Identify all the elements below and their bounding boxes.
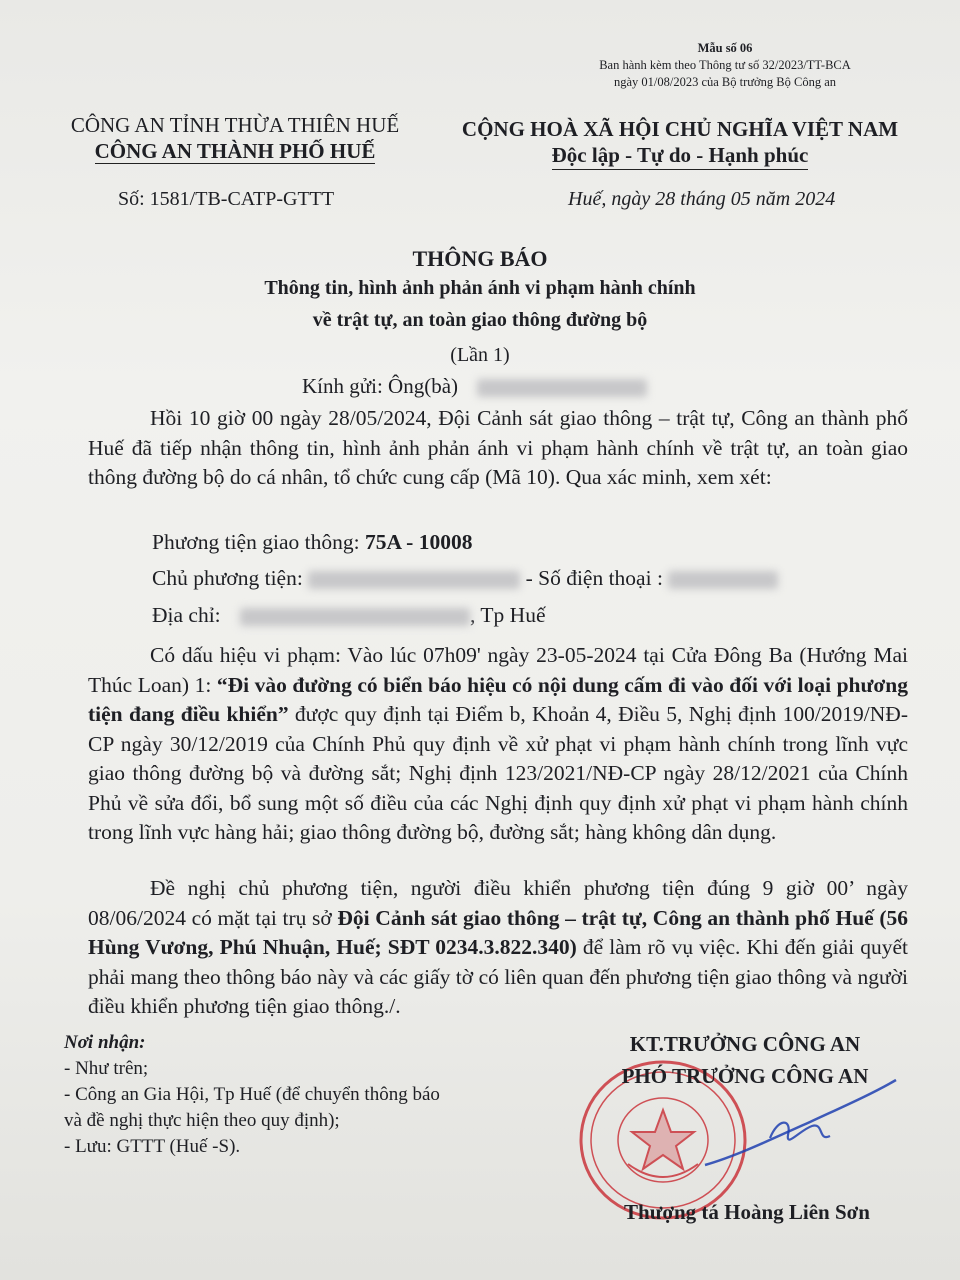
- signatory-name: Thượng tá Hoàng Liên Sơn: [624, 1200, 870, 1224]
- signatory-title-1: KT.TRƯỞNG CÔNG AN: [629, 1032, 861, 1056]
- notice-round: (Lần 1): [450, 344, 510, 366]
- form-ref-line2: ngày 01/08/2023 của Bộ trưởng Bộ Công an: [613, 75, 837, 89]
- address-label: Địa chỉ:: [152, 603, 227, 627]
- recipients-item: - Công an Gia Hội, Tp Huế (để chuyển thông báo: [64, 1084, 440, 1105]
- recipients-heading: Nơi nhận:: [64, 1032, 146, 1053]
- owner-label: Chủ phương tiện:: [152, 566, 309, 590]
- issuer-city: CÔNG AN THÀNH PHỐ HUẾ: [94, 139, 376, 163]
- vehicle-label: Phương tiện giao thông:: [152, 530, 365, 554]
- vehicle-line: [152, 530, 472, 555]
- violation-intro: Có dấu hiệu vi phạm: Vào lúc 07h09' ngày 23-05-2024 tại Cửa Đông Ba (Hướng Mai Thúc Loan) 1:: [88, 643, 908, 697]
- redacted-address: [240, 608, 470, 626]
- redacted-phone: [668, 571, 778, 589]
- redacted-name: [477, 379, 647, 397]
- recipient-line: [302, 374, 647, 399]
- phone-label: - Số điện thoại :: [525, 566, 669, 590]
- form-ref-line1: Ban hành kèm theo Thông tư số 32/2023/TT-BCA: [599, 58, 851, 72]
- document-title: THÔNG BÁO: [412, 246, 548, 271]
- address-city: , Tp Huế: [470, 603, 546, 627]
- recipients-item: - Như trên;: [64, 1058, 149, 1079]
- violation-description: “Đi vào đường có biển báo hiệu có nội dung cấm đi vào đối với loại phương tiện đang điều khiển”: [88, 672, 908, 726]
- violation-paragraph: [88, 641, 908, 848]
- document-number: Số: 1581/TB-CATP-GTTT: [118, 188, 335, 210]
- request-intro: Đề nghị chủ phương tiện, người điều khiển phương tiện đúng 9 giờ 00’ ngày 08/06/2024 có mặt tại trụ sở: [88, 876, 908, 930]
- nation-motto: Độc lập - Tự do - Hạnh phúc: [440, 142, 920, 170]
- recipients-item: - Lưu: GTTT (Huế -S).: [64, 1136, 241, 1157]
- address-line: [152, 603, 546, 628]
- issuer-province: CÔNG AN TỈNH THỪA THIÊN HUẾ: [70, 113, 400, 137]
- request-office: Đội Cảnh sát giao thông – trật tự, Công an thành phố Huế (56 Hùng Vương, Phú Nhuận, Huế; SĐT 0234.3.822.340): [88, 905, 908, 959]
- owner-line: [152, 566, 778, 591]
- nation-name: CỘNG HOÀ XÃ HỘI CHỦ NGHĨA VIỆT NAM: [461, 117, 899, 141]
- document-date: Huế, ngày 28 tháng 05 năm 2024: [568, 188, 836, 210]
- request-paragraph: [88, 874, 908, 1022]
- signatory-block: [580, 1028, 910, 1092]
- request-instructions: để làm rõ vụ việc. Khi đến giải quyết phải mang theo thông báo này và các giấy tờ có liên quan đến phương tiện giao thông và người điều khiển phương tiện giao thông./.: [88, 935, 908, 1018]
- form-reference: [560, 40, 890, 91]
- document-subtitle-2: về trật tự, an toàn giao thông đường bộ: [312, 309, 648, 331]
- intro-paragraph: Hồi 10 giờ 00 ngày 28/05/2024, Đội Cảnh sát giao thông – trật tự, Công an thành phố Huế đã tiếp nhận thông tin, hình ảnh phản ánh vi phạm hành chính về trật tự, an toàn giao thông đường bộ do cá nhân, tổ chức cung cấp (Mã 10). Qua xác minh, xem xét:: [88, 406, 908, 489]
- recipient-label: Kính gửi: Ông(bà): [302, 374, 459, 398]
- signatory-title-2: PHÓ TRƯỞNG CÔNG AN: [621, 1064, 869, 1088]
- form-number: Mẫu số 06: [697, 41, 753, 55]
- recipients-block: [64, 1030, 440, 1160]
- document-subtitle-1: Thông tin, hình ảnh phản ánh vi phạm hành chính: [264, 277, 696, 299]
- recipients-item: và đề nghị thực hiện theo quy định);: [64, 1110, 340, 1131]
- redacted-owner: [308, 571, 520, 589]
- issuer-header: [40, 112, 430, 164]
- vehicle-plate: 75A - 10008: [364, 530, 473, 554]
- nation-header: [440, 116, 920, 170]
- violation-legal-basis: được quy định tại Điểm b, Khoản 4, Điều 5, Nghị định 100/2019/NĐ-CP ngày 30/12/2019 của Chính Phủ quy định về xử phạt vi phạm hành chính trong lĩnh vực giao thông đường bộ và đường sắt; Nghị định 123/2021/NĐ-CP ngày 28/12/2021 của Chính Phủ về sửa đổi, bổ sung một số điều của các Nghị định quy định xử phạt vi phạm hành chính trong lĩnh vực hàng hải; giao thông đường bộ, đường sắt; hàng không dân dụng.: [88, 702, 908, 844]
